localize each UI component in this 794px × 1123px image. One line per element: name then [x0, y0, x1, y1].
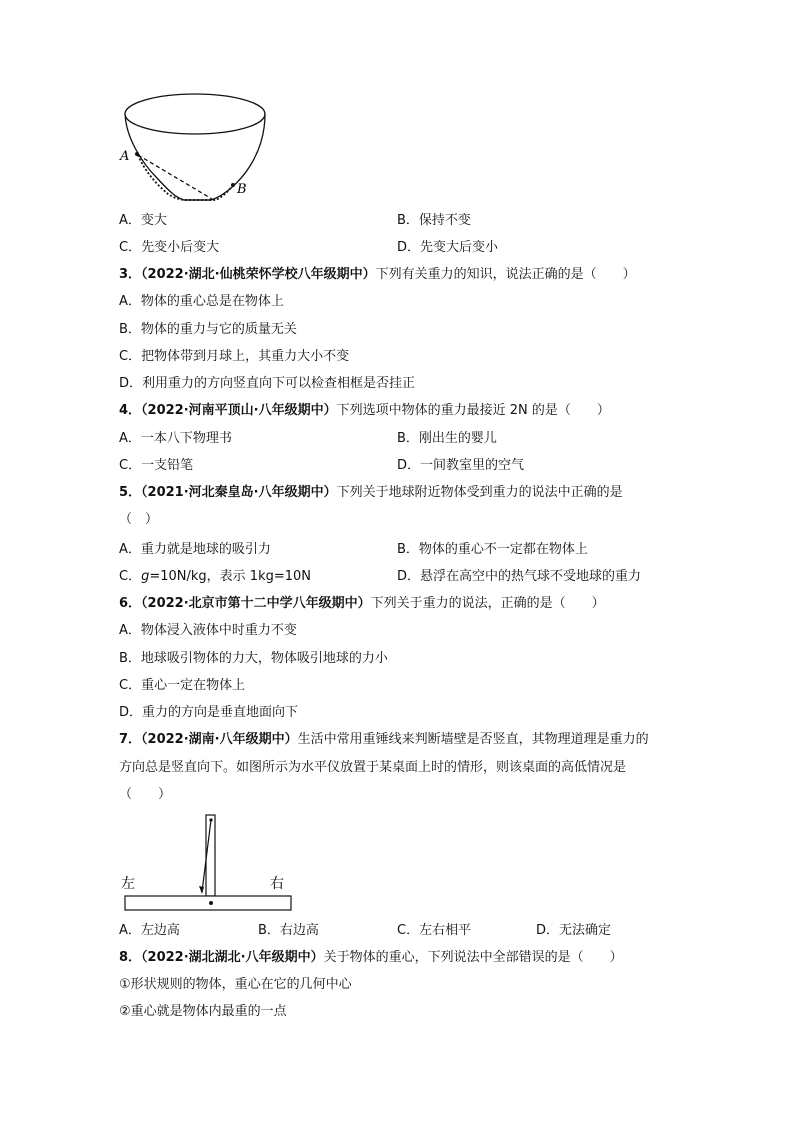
q8-text: 关于物体的重心，下列说法中全部错误的是（ ）	[323, 950, 623, 965]
point-b	[231, 183, 235, 187]
q5-text: 下列关于地球附近物体受到重力的说法中正确的是	[336, 485, 623, 500]
q5-number: 5．	[119, 485, 142, 500]
level-figure	[118, 812, 298, 914]
q4-source: （2022·河南平顶山·八年级期中）	[141, 403, 337, 418]
q5-option-d: D．悬浮在高空中的热气球不受地球的重力	[397, 569, 642, 584]
q6-option-c: C．重心一定在物体上	[119, 678, 246, 693]
q4-text: 下列选项中物体的重力最接近 2N 的是（ ）	[336, 403, 610, 418]
q4-option-b: B．刚出生的婴儿	[397, 431, 497, 446]
q4-option-c: C．一支铅笔	[119, 458, 194, 473]
q6-option-b: B．地球吸引物体的力大，物体吸引地球的力小	[119, 651, 388, 666]
q2-option-a: A．变大	[119, 213, 167, 228]
q7-option-b: B．右边高	[258, 923, 319, 938]
q7-stem	[119, 732, 649, 748]
q5-option-c-rest: =10N/kg，表示 1kg=10N	[149, 569, 312, 584]
q3-text: 下列有关重力的知识，说法正确的是（ ）	[375, 267, 636, 282]
q5-stem	[119, 485, 623, 501]
q5-option-c-var: g	[141, 569, 150, 584]
label-b: B	[237, 182, 247, 197]
q2-option-b: B．保持不变	[397, 213, 471, 228]
q5-stem-bracket: （ ）	[119, 512, 159, 527]
q3-stem	[119, 267, 636, 283]
q6-option-a: A．物体浸入液体中时重力不变	[119, 623, 297, 638]
q5-source: （2021·河北秦皇岛·八年级期中）	[141, 485, 337, 500]
q3-option-a: A．物体的重心总是在物体上	[119, 294, 284, 309]
label-a: A	[120, 149, 130, 164]
q8-stem	[119, 950, 623, 966]
q4-number: 4．	[119, 403, 142, 418]
q3-number: 3．	[119, 267, 142, 282]
bowl-figure	[116, 92, 276, 204]
q7-option-a: A．左边高	[119, 923, 180, 938]
q3-option-b: B．物体的重力与它的质量无关	[119, 322, 297, 337]
q7-number: 7．	[119, 732, 142, 747]
q7-stem-bracket: （ ）	[119, 787, 172, 802]
level-center-dot	[209, 901, 213, 905]
q5-option-c	[119, 569, 311, 585]
q7-stem-line2: 方向总是竖直向下。如图所示为水平仪放置于某桌面上时的情形，则该桌面的高低情况是	[119, 760, 627, 775]
q5-option-c-prefix: C．	[119, 569, 142, 584]
q7-source: （2022·湖南·八年级期中）	[141, 732, 298, 747]
q6-stem	[119, 596, 605, 612]
q7-option-c: C．左右相平	[397, 923, 472, 938]
q3-source: （2022·湖北·仙桃荣怀学校八年级期中）	[141, 267, 376, 282]
q3-option-d: D．利用重力的方向竖直向下可以检查相框是否挂正	[119, 376, 416, 391]
right-label: 右	[270, 876, 284, 892]
level-base	[125, 896, 291, 910]
q6-text: 下列关于重力的说法，正确的是（ ）	[370, 596, 605, 611]
plumb-arrow	[199, 886, 204, 894]
q2-option-d: D．先变大后变小	[397, 240, 499, 255]
q4-option-a: A．一本八下物理书	[119, 431, 232, 446]
q6-option-d: D．重力的方向是垂直地面向下	[119, 705, 299, 720]
path-dotted	[138, 155, 232, 200]
q8-statement-1: ①形状规则的物体，重心在它的几何中心	[119, 977, 352, 992]
plumb-top	[209, 818, 212, 821]
left-label: 左	[121, 876, 135, 892]
q8-source: （2022·湖北湖北·八年级期中）	[141, 950, 324, 965]
q8-number: 8．	[119, 950, 142, 965]
q5-option-a: A．重力就是地球的吸引力	[119, 542, 271, 557]
q6-source: （2022·北京市第十二中学八年级期中）	[141, 596, 371, 611]
bowl-rim	[125, 94, 265, 134]
q7-text: 生活中常用重锤线来判断墙壁是否竖直，其物理道理是重力的	[297, 732, 649, 747]
chord-dashed	[138, 155, 212, 199]
q3-option-c: C．把物体带到月球上，其重力大小不变	[119, 349, 350, 364]
q6-number: 6．	[119, 596, 142, 611]
q4-stem	[119, 403, 610, 419]
q8-statement-2: ②重心就是物体内最重的一点	[119, 1004, 287, 1019]
q7-option-d: D．无法确定	[536, 923, 612, 938]
q5-option-b: B．物体的重心不一定都在物体上	[397, 542, 588, 557]
q4-option-d: D．一间教室里的空气	[397, 458, 525, 473]
q2-option-c: C．先变小后变大	[119, 240, 220, 255]
point-a	[135, 152, 139, 156]
